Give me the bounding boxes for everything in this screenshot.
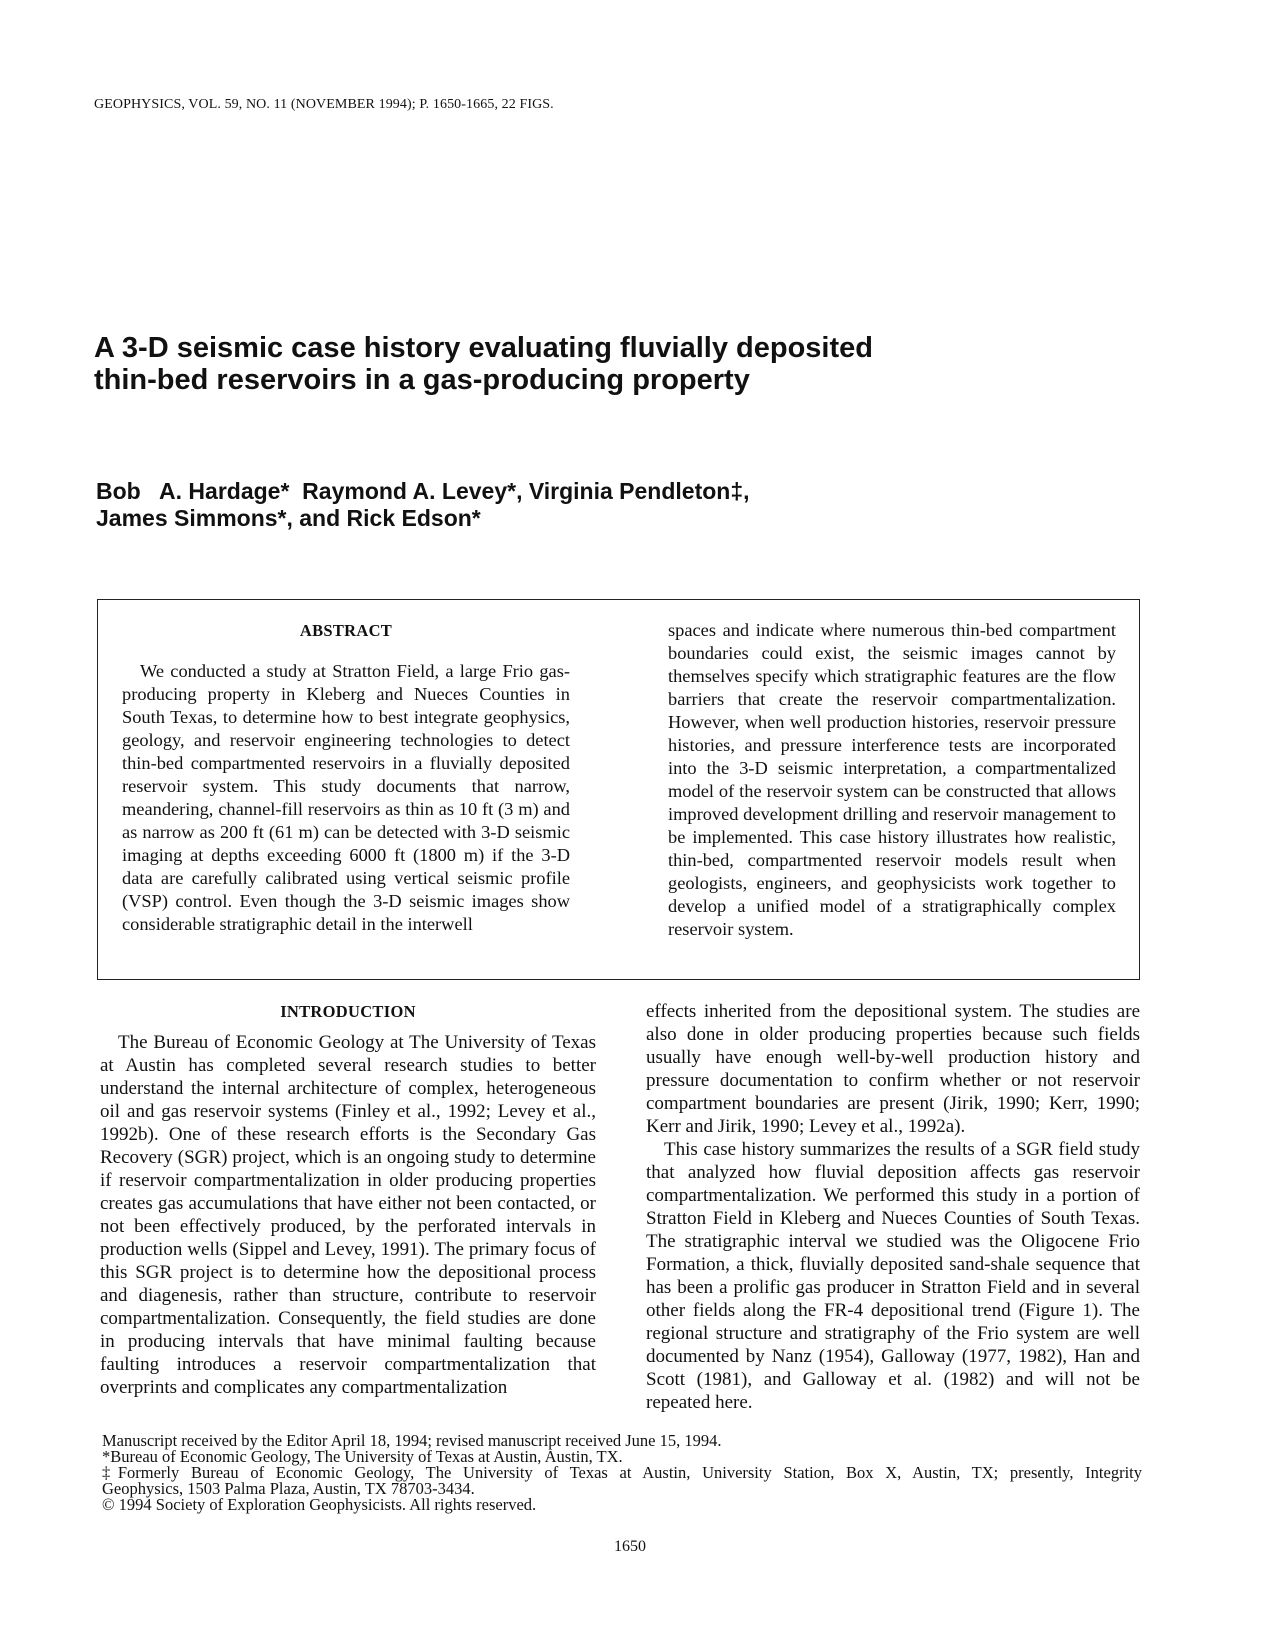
- footnotes: [102, 1433, 1142, 1513]
- introduction-right-column: [646, 1000, 1140, 1414]
- page-number: 1650: [614, 1538, 646, 1555]
- abstract-left-column: [122, 619, 570, 936]
- introduction-paragraph-1-continued: effects inherited from the depositional system. The studies are also done in older producing properties because such fields usually have enough well-by-well production history and pressure documentation to confirm whether or not reservoir compartment boundaries are present (Jirik, 1990; Kerr, 1990; Kerr and Jirik, 1990; Levey et al., 1992a).: [646, 1001, 1140, 1137]
- introduction-left-column: [100, 1000, 596, 1399]
- introduction-heading: INTRODUCTION: [280, 1002, 416, 1021]
- authors-line-1: Bob A. Hardage* Raymond A. Levey*, Virginia Pendleton‡,: [96, 478, 750, 504]
- introduction-paragraph-1: The Bureau of Economic Geology at The University of Texas at Austin has completed several research studies to better understand the internal architecture of complex, heterogeneous oil and gas reservoir systems (Finley et al., 1992; Levey et al., 1992b). One of these research efforts is the Secondary Gas Recovery (SGR) project, which is an ongoing study to determine if reservoir compartmentalization in older producing properties creates gas accumulations that have either not been contacted, or not been effectively produced, by the perforated intervals in production wells (Sippel and Levey, 1991). The primary focus of this SGR project is to determine how the depositional process and diagenesis, rather than structure, contribute to reservoir compartmentalization. Consequently, the field studies are done in producing intervals that have minimal faulting because faulting introduces a reservoir compartmentalization that overprints and complicates any compartmentalization: [100, 1032, 596, 1398]
- paper-title: [94, 332, 994, 396]
- abstract-right-column: [668, 619, 1116, 941]
- footnote-affiliation-2-line-2: Geophysics, 1503 Palma Plaza, Austin, TX 78703-3434.: [102, 1479, 475, 1498]
- abstract-paragraph-2: spaces and indicate where numerous thin-bed compartment boundaries could exist, the seismic images cannot by themselves specify which stratigraphic features are the flow barriers that create the reservoir compartmentalization. However, when well production histories, reservoir pressure histories, and pressure interference tests are incorporated into the 3-D seismic interpretation, a compartmentalized model of the reservoir system can be constructed that allows improved development drilling and reservoir management to be implemented. This case history illustrates how realistic, thin-bed, compartmented reservoir models result when geologists, engineers, and geophysicists work together to develop a unified model of a stratigraphically complex reservoir system.: [668, 620, 1116, 939]
- footnote-affiliation-2-line-1: ‡Formerly Bureau of Economic Geology, The University of Texas at Austin, University Station, Box X, Austin, TX; presently, Integrity: [102, 1463, 1142, 1482]
- abstract-heading: ABSTRACT: [299, 621, 393, 640]
- title-line-1: A 3-D seismic case history evaluating fluvially deposited: [94, 332, 873, 364]
- footnote-copyright: © 1994 Society of Exploration Geophysicists. All rights reserved.: [102, 1495, 537, 1514]
- footnote-received: Manuscript received by the Editor April 18, 1994; revised manuscript received June 15, 1994.: [102, 1431, 722, 1450]
- introduction-paragraph-2: This case history summarizes the results of a SGR field study that analyzed how fluvial deposition affects gas reservoir compartmentalization. We performed this study in a portion of Stratton Field in Kleberg and Nueces Counties of South Texas. The stratigraphic interval we studied was the Oligocene Frio Formation, a thick, fluvially deposited sand-shale sequence that has been a prolific gas producer in Stratton Field and in several other fields along the FR-4 depositional trend (Figure 1). The regional structure and stratigraphy of the Frio system are well documented by Nanz (1954), Galloway (1977, 1982), Han and Scott (1981), and Galloway et al. (1982) and will not be repeated here.: [646, 1139, 1140, 1413]
- abstract-paragraph-1: We conducted a study at Stratton Field, a large Frio gas-producing property in Kleberg and Nueces Counties in South Texas, to determine how to best integrate geophysics, geology, and reservoir engineering technologies to detect thin-bed compartmented reservoirs in a fluvially deposited reservoir system. This study documents that narrow, meandering, channel-fill reservoirs as thin as 10 ft (3 m) and as narrow as 200 ft (61 m) can be detected with 3-D seismic imaging at depths exceeding 6000 ft (1800 m) if the 3-D data are carefully calibrated using vertical seismic profile (VSP) control. Even though the 3-D seismic images show considerable stratigraphic detail in the interwell: [122, 661, 570, 934]
- authors-line-2: James Simmons*, and Rick Edson*: [96, 505, 481, 531]
- title-line-2: thin-bed reservoirs in a gas-producing property: [94, 364, 750, 396]
- author-list: [96, 478, 996, 532]
- footnote-affiliation-1: *Bureau of Economic Geology, The University of Texas at Austin, Austin, TX.: [102, 1447, 623, 1466]
- journal-header: GEOPHYSICS, VOL. 59, NO. 11 (NOVEMBER 1994); P. 1650-1665, 22 FIGS.: [94, 97, 554, 112]
